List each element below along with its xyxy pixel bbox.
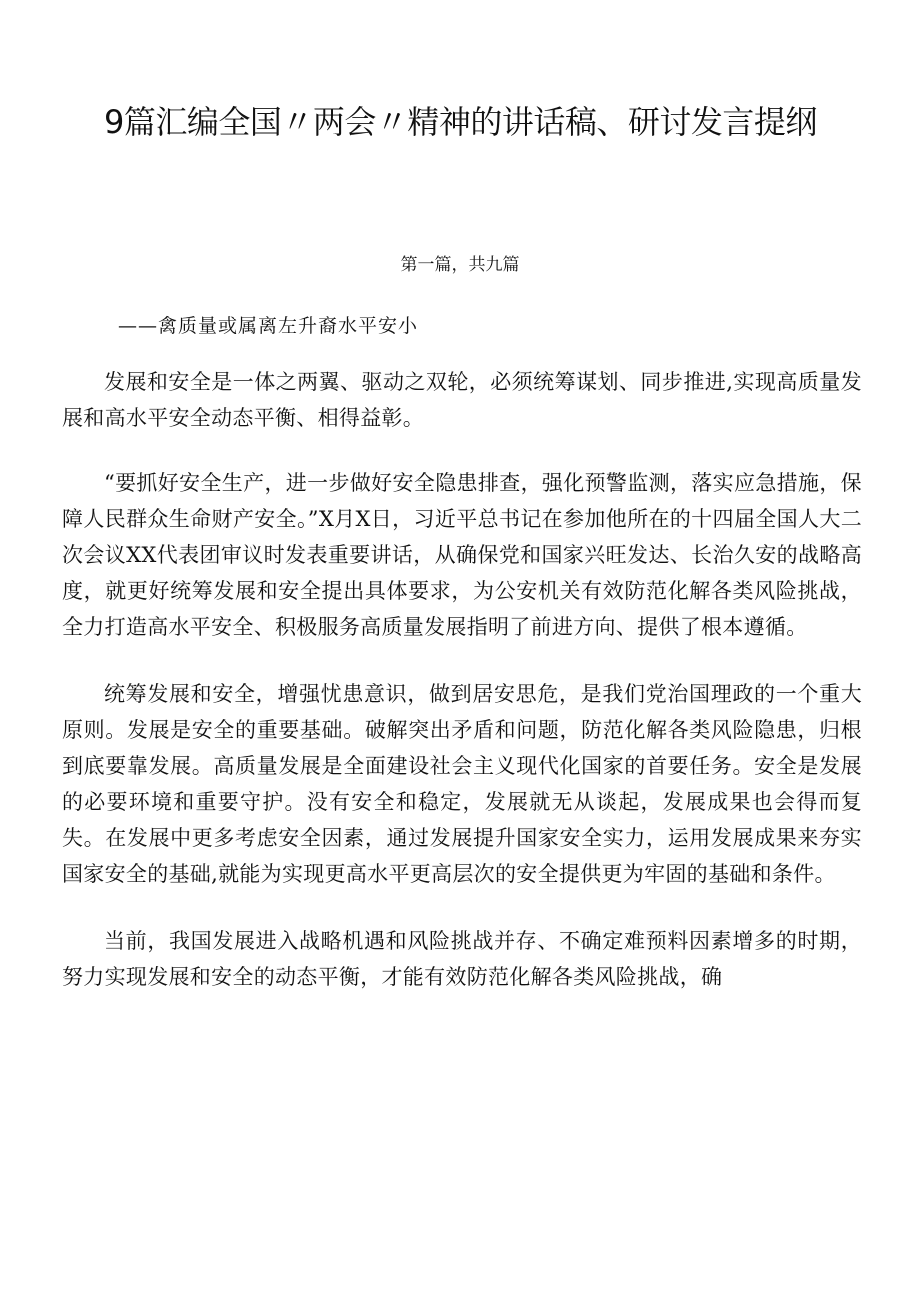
body-paragraph: 统筹发展和安全，增强忧患意识，做到居安思危，是我们党治国理政的一个重大原则。发展是安全的重要基础。破解突出矛盾和问题，防范化解各类风险隐患，归根到底要靠发展。高质量发展是全面建设社会主义现代化国家的首要任务。安全是发展的必要环境和重要守护。没有安全和稳定，发展就无从谈起，发展成果也会得而复失。在发展中更多考虑安全因素，通过发展提升国家安全实力，运用发展成果来夯实国家安全的基础,就能为实现更高水平更高层次的安全提供更为牢固的基础和条件。 (62, 682, 862, 886)
document-body (62, 364, 862, 1024)
document-title: 9篇汇编全国〃两会〃精神的讲话稿、研讨发言提纲 (104, 103, 817, 141)
body-paragraph: 发展和安全是一体之两翼、驱动之双轮，必须统筹谋划、同步推进,实现高质量发展和高水平安全动态平衡、相得益彰。 (62, 370, 862, 430)
article-subtitle: ——禽质量或属离左升裔水平安小 (118, 315, 419, 337)
body-paragraph: 当前，我国发展进入战略机遇和风险挑战并存、不确定难预料因素增多的时期，努力实现发展和安全的动态平衡，才能有效防范化解各类风险挑战，确 (62, 929, 862, 989)
section-heading: 第一篇，共九篇 (400, 255, 520, 275)
body-paragraph: “要抓好安全生产，进一步做好安全隐患排查，强化预警监测，落实应急措施，保障人民群众生命财产安全。”X月X日，习近平总书记在参加他所在的十四届全国人大二次会议XX代表团审议时发表重要讲话，从确保党和国家兴旺发达、长治久安的战略高度，就更好统筹发展和安全提出具体要求，为公安机关有效防范化解各类风险挑战，全力打造高水平安全、积极服务高质量发展指明了前进方向、提供了根本遵循。 (62, 471, 862, 639)
